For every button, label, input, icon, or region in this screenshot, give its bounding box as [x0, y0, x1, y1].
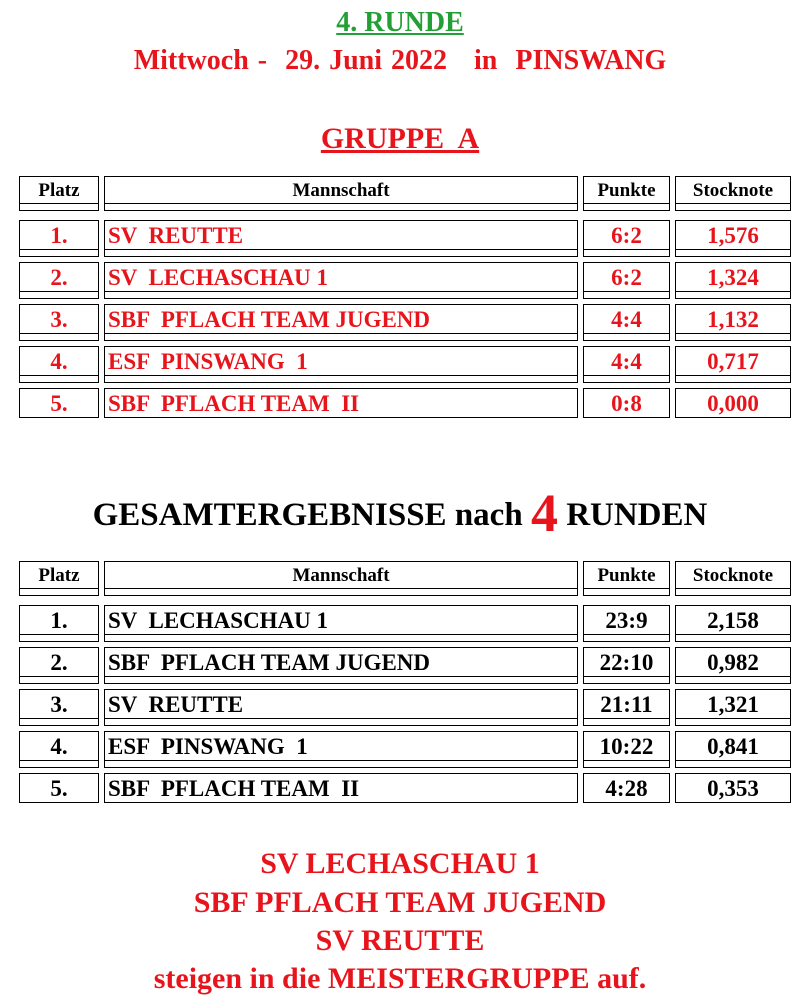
punkte-cell: 6:2 — [583, 262, 670, 292]
team-cell: SV REUTTE — [104, 220, 578, 250]
column-header-stocknote: Stocknote — [675, 561, 791, 589]
column-header-mannschaft: Mannschaft — [104, 176, 578, 204]
stocknote-cell: 1,132 — [675, 304, 791, 334]
team-cell: SV LECHASCHAU 1 — [104, 262, 578, 292]
group-a-table — [19, 176, 791, 418]
table-row — [19, 647, 791, 677]
team-cell: SBF PFLACH TEAM II — [104, 773, 578, 803]
column-header-stocknote: Stocknote — [675, 176, 791, 204]
team-cell: SBF PFLACH TEAM JUGEND — [104, 304, 578, 334]
table-row — [19, 773, 791, 803]
punkte-cell: 23:9 — [583, 605, 670, 635]
team-cell: SV REUTTE — [104, 689, 578, 719]
punkte-cell: 21:11 — [583, 689, 670, 719]
closing-line-2: SBF PFLACH TEAM JUGEND — [193, 886, 607, 919]
date-location-line: Mittwoch - 29. Juni 2022 in PINSWANG — [133, 45, 667, 76]
platz-cell: 5. — [19, 773, 99, 803]
punkte-cell: 4:28 — [583, 773, 670, 803]
platz-cell: 1. — [19, 605, 99, 635]
platz-cell: 3. — [19, 304, 99, 334]
column-header-mannschaft: Mannschaft — [104, 561, 578, 589]
overall-title-before: GESAMTERGEBNISSE nach — [92, 497, 523, 533]
stocknote-cell: 0,717 — [675, 346, 791, 376]
platz-cell: 2. — [19, 647, 99, 677]
punkte-cell: 22:10 — [583, 647, 670, 677]
table-row — [19, 731, 791, 761]
table-row — [19, 220, 791, 250]
platz-cell: 2. — [19, 262, 99, 292]
team-cell: ESF PINSWANG 1 — [104, 346, 578, 376]
stocknote-cell: 1,576 — [675, 220, 791, 250]
rounds-count: 4 — [530, 483, 558, 543]
punkte-cell: 4:4 — [583, 346, 670, 376]
table-row — [19, 346, 791, 376]
stocknote-cell: 2,158 — [675, 605, 791, 635]
overall-results-title — [0, 483, 800, 543]
column-header-platz: Platz — [19, 176, 99, 204]
stocknote-cell: 1,324 — [675, 262, 791, 292]
stocknote-cell: 0,982 — [675, 647, 791, 677]
table-row — [19, 304, 791, 334]
platz-cell: 4. — [19, 731, 99, 761]
punkte-cell: 6:2 — [583, 220, 670, 250]
group-a-title: GRUPPE A — [320, 122, 480, 155]
overall-title-after: RUNDEN — [566, 497, 708, 533]
table-row — [19, 605, 791, 635]
team-cell: ESF PINSWANG 1 — [104, 731, 578, 761]
table-row — [19, 689, 791, 719]
stocknote-cell: 0,000 — [675, 388, 791, 418]
column-header-platz: Platz — [19, 561, 99, 589]
table-header — [19, 176, 791, 204]
platz-cell: 5. — [19, 388, 99, 418]
column-header-punkte: Punkte — [583, 561, 670, 589]
closing-line-4: steigen in die MEISTERGRUPPE auf. — [153, 962, 647, 995]
overall-table — [19, 561, 791, 803]
platz-cell: 1. — [19, 220, 99, 250]
stocknote-cell: 1,321 — [675, 689, 791, 719]
stocknote-cell: 0,353 — [675, 773, 791, 803]
table-header — [19, 561, 791, 589]
platz-cell: 4. — [19, 346, 99, 376]
punkte-cell: 0:8 — [583, 388, 670, 418]
team-cell: SBF PFLACH TEAM JUGEND — [104, 647, 578, 677]
column-header-punkte: Punkte — [583, 176, 670, 204]
platz-cell: 3. — [19, 689, 99, 719]
closing-line-3: SV REUTTE — [315, 924, 485, 957]
round-title: 4. RUNDE — [336, 7, 464, 38]
team-cell: SBF PFLACH TEAM II — [104, 388, 578, 418]
table-row — [19, 262, 791, 292]
punkte-cell: 10:22 — [583, 731, 670, 761]
closing-line-1: SV LECHASCHAU 1 — [260, 847, 540, 880]
punkte-cell: 4:4 — [583, 304, 670, 334]
team-cell: SV LECHASCHAU 1 — [104, 605, 578, 635]
table-row — [19, 388, 791, 418]
stocknote-cell: 0,841 — [675, 731, 791, 761]
